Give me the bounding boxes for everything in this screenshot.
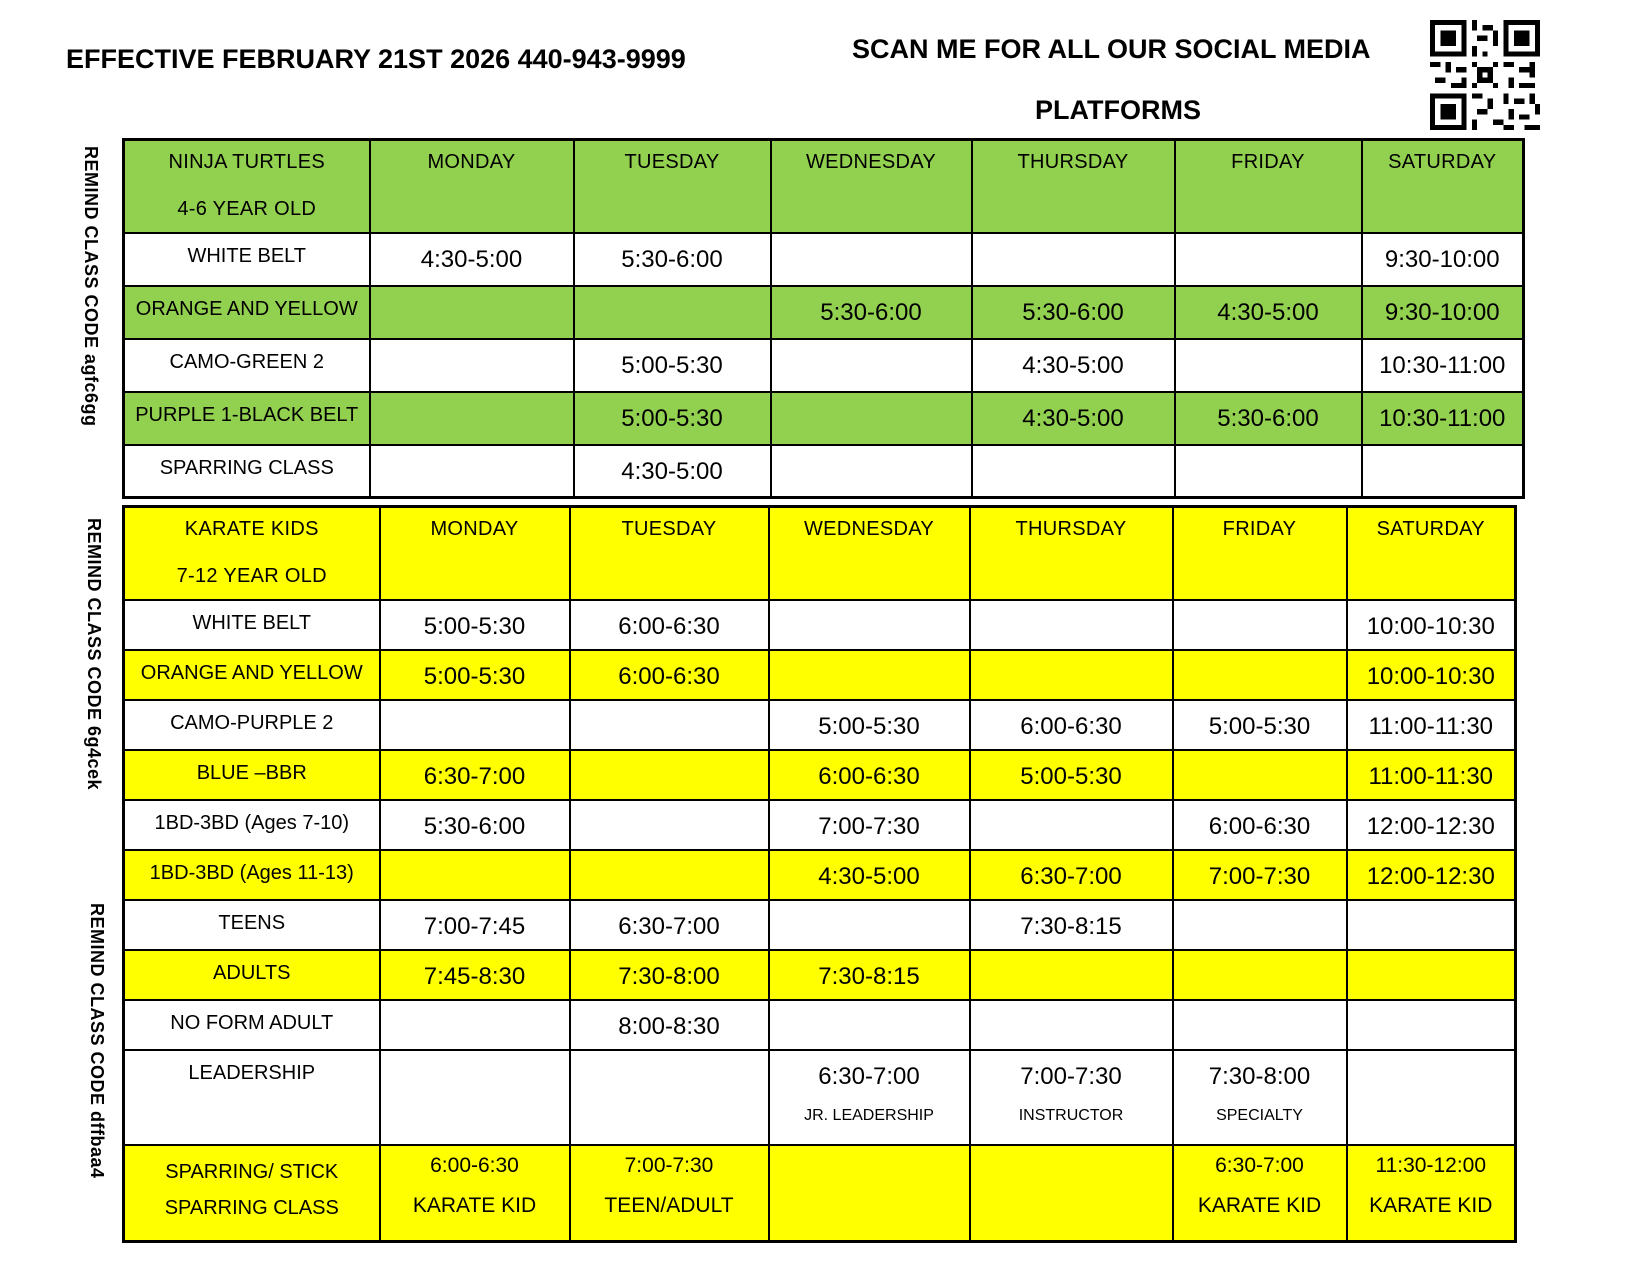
schedule-row [124,750,1516,800]
time-cell [1173,900,1347,950]
time-cell: 5:00-5:30 [574,339,771,392]
time-cell: 4:30-5:00 [1175,286,1362,339]
time-cell [769,650,970,700]
class-title-cell [124,140,370,233]
time-cell [970,950,1173,1000]
time-cell: 7:00-7:30 [1173,850,1347,900]
time-cell [1175,339,1362,392]
time-cell: 10:30-11:00 [1362,339,1524,392]
day-header: TUESDAY [570,507,769,600]
time-cell: 5:30-6:00 [972,286,1175,339]
time-cell: 6:00-6:30 [570,650,769,700]
row-label: LEADERSHIP [124,1050,380,1145]
time-cell [370,392,574,445]
time-cell: 4:30-5:00 [370,233,574,286]
time-cell: 7:30-8:15 [769,950,970,1000]
time-cell: 6:30-7:00 [970,850,1173,900]
qr-code-icon[interactable] [1430,20,1540,130]
schedule-row [124,850,1516,900]
time-cell: 4:30-5:00 [574,445,771,498]
schedule-row [124,700,1516,750]
schedule-row [124,950,1516,1000]
day-header: WEDNESDAY [769,507,970,600]
time-cell [771,392,972,445]
time-cell: 6:00-6:30 [570,600,769,650]
remind-code-ninja: REMIND CLASS CODE agfc6gg [81,146,101,427]
leadership-row [124,1050,1516,1145]
time-cell: 7:45-8:30 [380,950,570,1000]
time-value: 7:00-7:30 [1020,1062,1122,1090]
time-cell: 4:30-5:00 [972,339,1175,392]
time-note: KARATE KID [1197,1193,1322,1217]
time-cell [972,445,1175,498]
time-cell [1173,600,1347,650]
social-media-caption: SCAN ME FOR ALL OUR SOCIAL MEDIA [852,34,1371,64]
row-label: ADULTS [124,950,380,1000]
time-cell: 6:00-6:30 [970,700,1173,750]
time-cell: 7:30-8:15 [970,900,1173,950]
time-cell: 11:00-11:30 [1347,750,1516,800]
day-header: FRIDAY [1175,140,1362,233]
remind-code-adult: REMIND CLASS CODE dffbaa4 [87,903,107,1179]
time-cell [1347,1050,1516,1145]
row-label: WHITE BELT [124,600,380,650]
time-cell: 5:30-6:00 [574,233,771,286]
schedule-row [124,445,1524,498]
time-cell: 5:30-6:00 [380,800,570,850]
row-label: BLUE –BBR [124,750,380,800]
time-cell [380,850,570,900]
time-cell: 6:30-7:00 [570,900,769,950]
time-cell: 5:30-6:00 [771,286,972,339]
day-header: TUESDAY [574,140,771,233]
karate-kids-schedule [122,505,1517,1243]
time-value: 6:30-7:00 [1215,1153,1304,1177]
time-cell [574,286,771,339]
time-cell: 6:00-6:30 [769,750,970,800]
day-header: FRIDAY [1173,507,1347,600]
time-cell: 12:00-12:30 [1347,850,1516,900]
time-note: KARATE KID [1369,1193,1493,1217]
time-cell [380,1050,570,1145]
day-header: SATURDAY [1347,507,1516,600]
day-header: THURSDAY [970,507,1173,600]
row-label: ORANGE AND YELLOW [124,286,370,339]
time-cell [970,1000,1173,1050]
time-cell [1173,950,1347,1000]
day-header: THURSDAY [972,140,1175,233]
time-cell [1173,1000,1347,1050]
time-cell [1173,1145,1347,1242]
row-label: 1BD-3BD (Ages 7-10) [124,800,380,850]
time-cell [769,1145,970,1242]
effective-date-phone: EFFECTIVE FEBRUARY 21ST 2026 440-943-9999 [66,44,686,74]
time-cell: 10:00-10:30 [1347,650,1516,700]
schedule-row [124,392,1524,445]
time-cell [970,1050,1173,1145]
schedule-row [124,1000,1516,1050]
time-cell [380,700,570,750]
time-cell [970,800,1173,850]
time-cell: 10:30-11:00 [1362,392,1524,445]
schedule-row [124,286,1524,339]
day-header: WEDNESDAY [771,140,972,233]
time-cell [1362,445,1524,498]
row-label: PURPLE 1-BLACK BELT [124,392,370,445]
time-cell: 5:00-5:30 [574,392,771,445]
time-cell: 9:30-10:00 [1362,286,1524,339]
time-cell: 5:00-5:30 [769,700,970,750]
time-note: KARATE KID [412,1193,537,1217]
time-cell [1347,950,1516,1000]
time-cell [1173,750,1347,800]
time-cell: 7:00-7:45 [380,900,570,950]
row-label: ORANGE AND YELLOW [124,650,380,700]
row-label: CAMO-GREEN 2 [124,339,370,392]
time-cell: 10:00-10:30 [1347,600,1516,650]
time-cell: 4:30-5:00 [769,850,970,900]
time-cell [370,286,574,339]
time-cell: 9:30-10:00 [1362,233,1524,286]
time-cell [970,1145,1173,1242]
time-cell: 6:00-6:30 [1173,800,1347,850]
time-value: 11:30-12:00 [1375,1153,1487,1177]
time-cell [1347,1000,1516,1050]
time-cell [380,1145,570,1242]
class-age: 4-6 YEAR OLD [177,198,317,220]
time-cell: 5:00-5:30 [970,750,1173,800]
time-value: 6:30-7:00 [818,1062,920,1090]
ninja-turtles-schedule [122,138,1525,499]
social-media-caption-line2: PLATFORMS [1035,95,1201,125]
time-cell: 5:30-6:00 [1175,392,1362,445]
time-cell: 11:00-11:30 [1347,700,1516,750]
time-cell [970,600,1173,650]
time-cell [370,445,574,498]
class-title: KARATE KIDS [184,518,319,540]
time-cell [570,700,769,750]
schedule-row [124,339,1524,392]
time-value: 7:30-8:00 [1208,1062,1311,1090]
time-value: 6:00-6:30 [430,1153,519,1177]
schedule-row [124,600,1516,650]
time-cell: 7:00-7:30 [769,800,970,850]
time-cell [570,750,769,800]
time-cell: 7:30-8:00 [570,950,769,1000]
time-cell: 8:00-8:30 [570,1000,769,1050]
time-cell [1347,1145,1516,1242]
time-cell [769,900,970,950]
row-label: SPARRING CLASS [124,445,370,498]
time-cell [370,339,574,392]
time-cell [771,339,972,392]
row-label: CAMO-PURPLE 2 [124,700,380,750]
time-cell [570,800,769,850]
time-note: JR. LEADERSHIP [804,1106,934,1124]
class-age: 7-12 YEAR OLD [176,565,327,587]
row-label: TEENS [124,900,380,950]
row-label [124,1145,380,1242]
class-title-cell [124,507,380,600]
day-header: MONDAY [380,507,570,600]
time-cell [1347,900,1516,950]
time-note: SPECIALTY [1216,1106,1303,1124]
time-cell: 4:30-5:00 [972,392,1175,445]
time-note: INSTRUCTOR [1018,1106,1124,1124]
time-cell [1173,1050,1347,1145]
schedule-row [124,233,1524,286]
table-header-row [124,140,1524,233]
sparring-row [124,1145,1516,1242]
time-cell: 6:30-7:00 [380,750,570,800]
time-cell [769,1000,970,1050]
time-cell: 5:00-5:30 [380,600,570,650]
time-cell [380,1000,570,1050]
day-header: SATURDAY [1362,140,1524,233]
time-cell: 5:00-5:30 [380,650,570,700]
row-label: NO FORM ADULT [124,1000,380,1050]
time-cell: 5:00-5:30 [1173,700,1347,750]
day-header: MONDAY [370,140,574,233]
time-cell: 12:00-12:30 [1347,800,1516,850]
time-cell [769,600,970,650]
row-label: WHITE BELT [124,233,370,286]
schedule-row [124,650,1516,700]
class-title: NINJA TURTLES [168,151,326,173]
row-label: 1BD-3BD (Ages 11-13) [124,850,380,900]
schedule-row [124,900,1516,950]
time-cell [570,1050,769,1145]
time-cell [1173,650,1347,700]
remind-code-karate: REMIND CLASS CODE 6g4cek [84,518,104,791]
row-label-line2: SPARRING CLASS [164,1196,339,1219]
time-cell [771,445,972,498]
time-value: 7:00-7:30 [624,1153,714,1177]
time-cell [570,1145,769,1242]
time-note: TEEN/ADULT [604,1193,734,1217]
schedule-row [124,800,1516,850]
time-cell [972,233,1175,286]
time-cell [970,650,1173,700]
time-cell [570,850,769,900]
row-label-line1: SPARRING/ STICK [165,1160,339,1183]
time-cell [769,1050,970,1145]
time-cell [1175,445,1362,498]
table-header-row [124,507,1516,600]
time-cell [1175,233,1362,286]
time-cell [771,233,972,286]
